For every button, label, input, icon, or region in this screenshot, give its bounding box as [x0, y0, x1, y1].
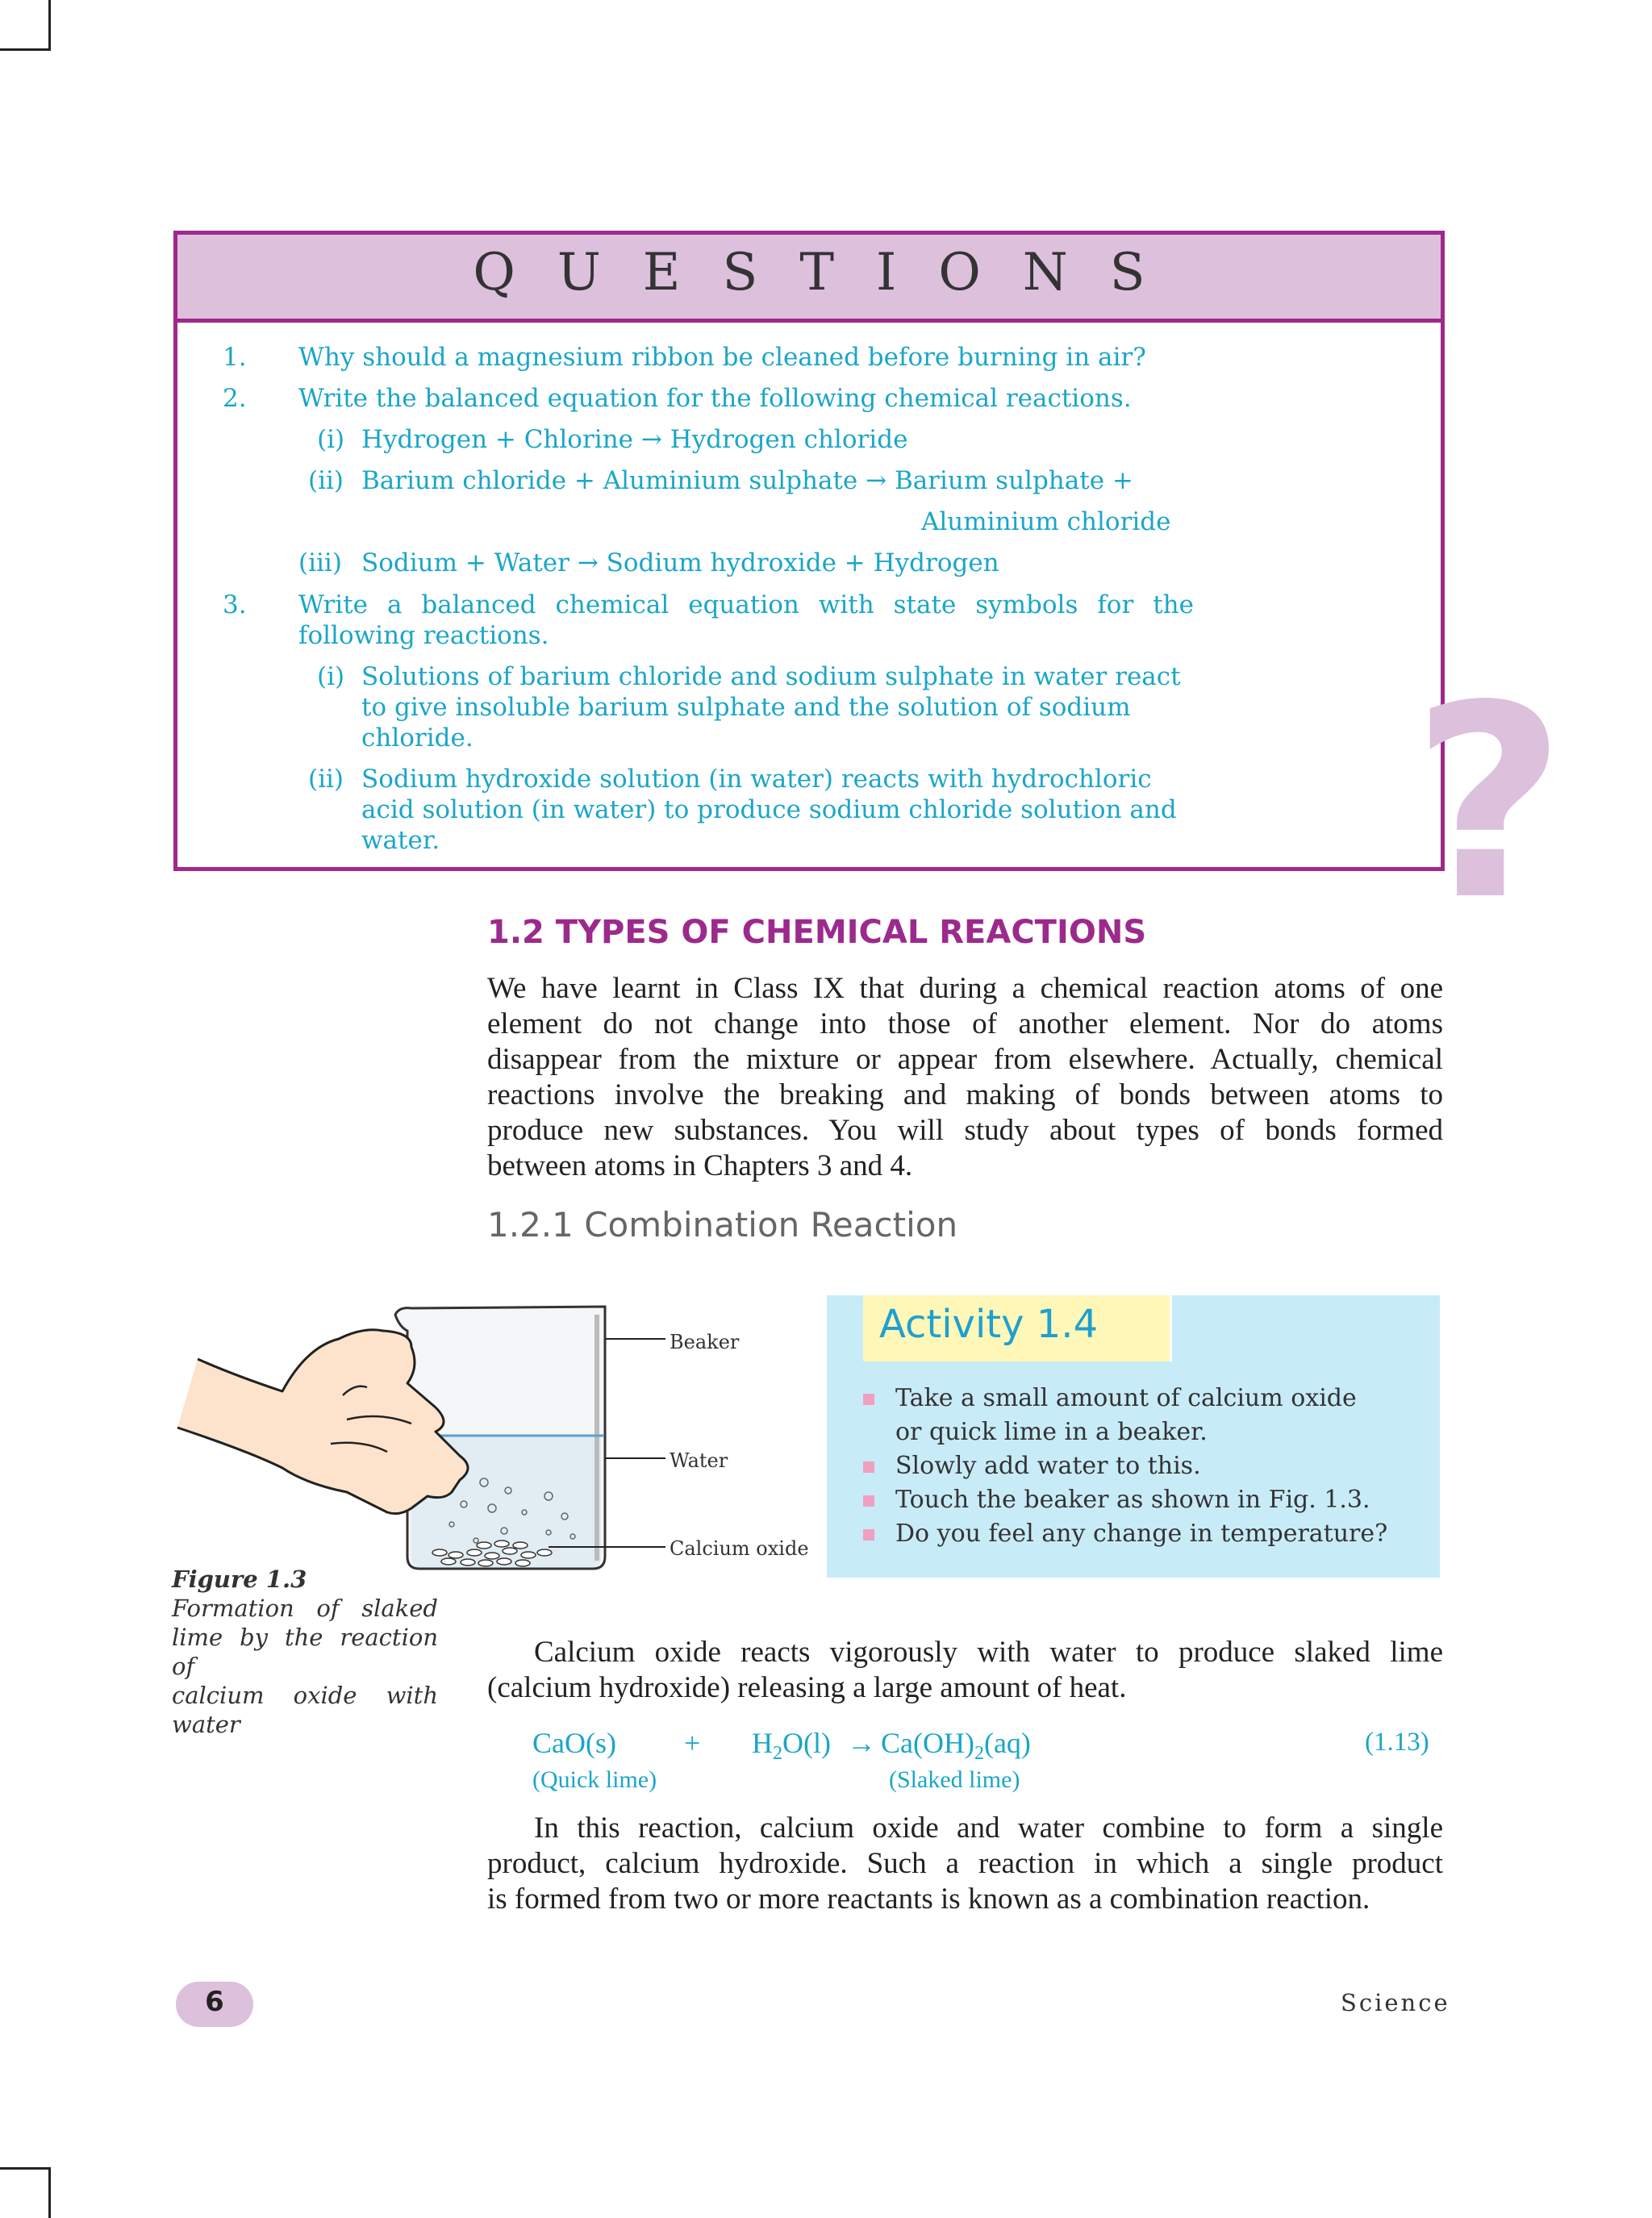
- caption-line: Formation of slaked: [172, 1595, 438, 1622]
- question-2-ii-line-1: Barium chloride + Aluminium sulphate → Barium sulphate +: [361, 466, 1133, 495]
- question-1: Why should a magnesium ribbon be cleaned before burning in air?: [298, 343, 1146, 372]
- description-line: (calcium hydroxide) releasing a large amount of heat.: [487, 1671, 1127, 1704]
- activity-item: Touch the beaker as shown in Fig. 1.3.: [895, 1486, 1370, 1514]
- label-water: Water: [670, 1449, 728, 1472]
- question-3-ii-line-1: Sodium hydroxide solution (in water) reacts with hydrochloric: [361, 765, 1152, 794]
- figure-caption-title: Figure 1.3: [172, 1566, 307, 1593]
- question-2-iii: Sodium + Water → Sodium hydroxide + Hydrogen: [361, 548, 999, 577]
- eq-label-slaked-lime: (Slaked lime): [889, 1766, 1020, 1793]
- activity-box: [827, 1295, 1440, 1578]
- paragraph-line: disappear from the mixture or appear from elsewhere. Actually, chemical: [487, 1043, 1443, 1076]
- question-2: Write the balanced equation for the following chemical reactions.: [298, 384, 1132, 413]
- bullet-icon: [863, 1495, 874, 1507]
- combination-paragraph: [487, 1811, 1443, 1917]
- questions-title: QUESTIONS: [473, 243, 1187, 302]
- caption-line: lime by the reaction of: [172, 1624, 438, 1680]
- crop-mark-bottom-left: [0, 2167, 51, 2218]
- paragraph-line: product, calcium hydroxide. Such a reaction in which a single product: [487, 1847, 1443, 1880]
- eq-water-sub: 2: [773, 1743, 782, 1765]
- question-1-number: 1.: [223, 343, 247, 372]
- question-mark-icon: ?: [1412, 648, 1566, 958]
- bullet-icon: [863, 1529, 874, 1541]
- eq-cao: CaO(s): [532, 1727, 616, 1759]
- paragraph-line: produce new substances. You will study about types of bonds formed: [487, 1114, 1443, 1147]
- paragraph-line: We have learnt in Class IX that during a chemical reaction atoms of one: [487, 972, 1443, 1005]
- label-beaker: Beaker: [670, 1331, 740, 1353]
- eq-product: [881, 1726, 1031, 1765]
- section-heading: 1.2 TYPES OF CHEMICAL REACTIONS: [487, 914, 1147, 951]
- question-3-i-line-1: Solutions of barium chloride and sodium sulphate in water react: [361, 662, 1181, 691]
- activity-item: or quick lime in a beaker.: [895, 1418, 1208, 1446]
- question-3-line-1: Write a balanced chemical equation with state symbols for the: [298, 590, 1194, 619]
- question-3-number: 3.: [223, 590, 247, 619]
- activity-item: Do you feel any change in temperature?: [895, 1520, 1388, 1548]
- book-title: Science: [1341, 1989, 1450, 2016]
- question-3-ii-number: (ii): [308, 765, 344, 794]
- subsection-heading: 1.2.1 Combination Reaction: [487, 1205, 958, 1244]
- question-3-i-line-2: to give insoluble barium sulphate and the solution of sodium: [361, 693, 1131, 722]
- eq-arrow-icon: →: [847, 1727, 876, 1759]
- eq-plus: +: [684, 1727, 701, 1759]
- bullet-icon: [863, 1461, 874, 1473]
- crop-mark-top-left: [0, 0, 51, 51]
- reaction-description: [487, 1635, 1443, 1706]
- bullet-icon: [863, 1394, 874, 1405]
- question-3-i-line-3: chloride.: [361, 723, 473, 753]
- question-2-i-number: (i): [317, 425, 345, 454]
- questions-header: [177, 235, 1441, 323]
- eq-number: (1.13): [1365, 1728, 1429, 1757]
- paragraph-line: In this reaction, calcium oxide and water combine to form a single: [534, 1812, 1443, 1845]
- page-number: 6: [205, 1986, 224, 2018]
- section-paragraph: [487, 971, 1443, 1184]
- description-line: Calcium oxide reacts vigorously with water to produce slaked lime: [534, 1636, 1443, 1669]
- eq-product-sub: 2: [974, 1743, 984, 1765]
- beaker-figure: [169, 1290, 670, 1573]
- question-3-i-number: (i): [317, 662, 345, 691]
- caption-line: calcium oxide with: [172, 1682, 438, 1709]
- eq-water: [752, 1726, 831, 1765]
- figure-caption: [172, 1565, 438, 1739]
- eq-label-quick-lime: (Quick lime): [532, 1766, 657, 1793]
- paragraph-line: reactions involve the breaking and making of bonds between atoms to: [487, 1078, 1443, 1111]
- eq-product-b: (aq): [983, 1727, 1031, 1759]
- activity-item: Take a small amount of calcium oxide: [895, 1384, 1357, 1412]
- question-3-line-2: following reactions.: [298, 621, 549, 650]
- label-calcium-oxide: Calcium oxide: [670, 1537, 809, 1560]
- question-2-i: Hydrogen + Chlorine → Hydrogen chloride: [361, 425, 908, 454]
- eq-water-h: H: [752, 1727, 773, 1759]
- paragraph-line: is formed from two or more reactants is known as a combination reaction.: [487, 1882, 1370, 1916]
- activity-item: Slowly add water to this.: [895, 1452, 1201, 1480]
- eq-product-a: Ca(OH): [881, 1727, 974, 1759]
- question-2-iii-number: (iii): [298, 548, 342, 577]
- paragraph-line: between atoms in Chapters 3 and 4.: [487, 1149, 913, 1182]
- paragraph-line: element do not change into those of another element. Nor do atoms: [487, 1007, 1443, 1040]
- question-2-number: 2.: [223, 384, 247, 413]
- question-2-ii-line-2: Aluminium chloride: [921, 507, 1171, 536]
- activity-title: Activity 1.4: [879, 1302, 1099, 1347]
- caption-line: water: [172, 1711, 240, 1738]
- question-3-ii-line-3: water.: [361, 826, 440, 855]
- question-2-ii-number: (ii): [308, 466, 344, 495]
- question-3-ii-line-2: acid solution (in water) to produce sodium chloride solution and: [361, 795, 1177, 824]
- eq-water-o: O(l): [782, 1727, 831, 1759]
